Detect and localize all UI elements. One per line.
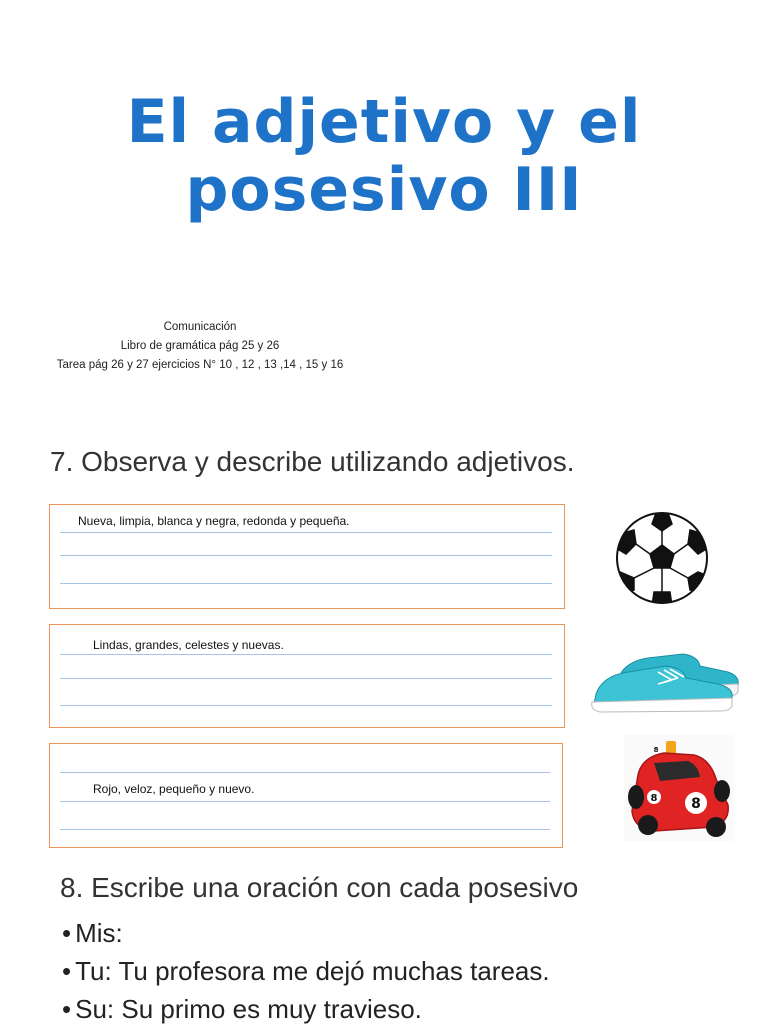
- title-line-2: posesivo III: [185, 155, 583, 225]
- rule-line: [60, 532, 552, 533]
- svg-text:8: 8: [653, 746, 659, 754]
- subject-label: Comunicación: [163, 321, 237, 333]
- rule-line: [60, 654, 552, 655]
- rule-line: [60, 829, 550, 830]
- answer-text-1: Nueva, limpia, blanca y negra, redonda y pequeña.: [78, 514, 350, 528]
- answer-box-2[interactable]: [49, 624, 565, 728]
- bullet-item-tu: [62, 956, 550, 987]
- rule-line: [60, 583, 552, 584]
- bullet-dot: •: [62, 956, 72, 986]
- rule-line: [60, 772, 550, 773]
- answer-text-2: Lindas, grandes, celestes y nuevas.: [93, 638, 284, 652]
- svg-text:8: 8: [691, 796, 701, 812]
- rule-line: [60, 705, 552, 706]
- exercise-8-heading: 8. Escribe una oración con cada posesivo: [60, 872, 579, 903]
- rule-line: [60, 678, 552, 679]
- page-title: [0, 88, 768, 224]
- book-reference: Libro de gramática pág 25 y 26: [120, 340, 280, 352]
- bullet-dot: •: [62, 918, 72, 948]
- answer-box-3[interactable]: [49, 743, 563, 848]
- svg-text:8: 8: [650, 793, 658, 804]
- homework-reference: Tarea pág 26 y 27 ejercicios N° 10 , 12 , 13 ,14 , 15 y 16: [56, 359, 344, 371]
- course-info: [40, 318, 360, 375]
- bullet-item-mis: [62, 918, 123, 949]
- exercise-7-heading: 7. Observa y describe utilizando adjetivos.: [50, 446, 575, 477]
- toy-car-image: [624, 735, 734, 841]
- bullet-text: Mis:: [75, 918, 123, 948]
- rule-line: [60, 555, 552, 556]
- answer-text-3: Rojo, veloz, pequeño y nuevo.: [93, 782, 255, 796]
- bullet-text: Tu: Tu profesora me dejó muchas tareas.: [75, 956, 550, 986]
- answer-box-1[interactable]: [49, 504, 565, 609]
- bullet-text: Su: Su primo es muy travieso.: [75, 994, 422, 1024]
- sneakers-image: [588, 640, 743, 716]
- title-line-1: El adjetivo y el: [126, 87, 642, 157]
- bullet-item-su: [62, 994, 422, 1025]
- rule-line: [60, 801, 550, 802]
- bullet-dot: •: [62, 994, 72, 1024]
- soccer-ball-image: [612, 510, 712, 606]
